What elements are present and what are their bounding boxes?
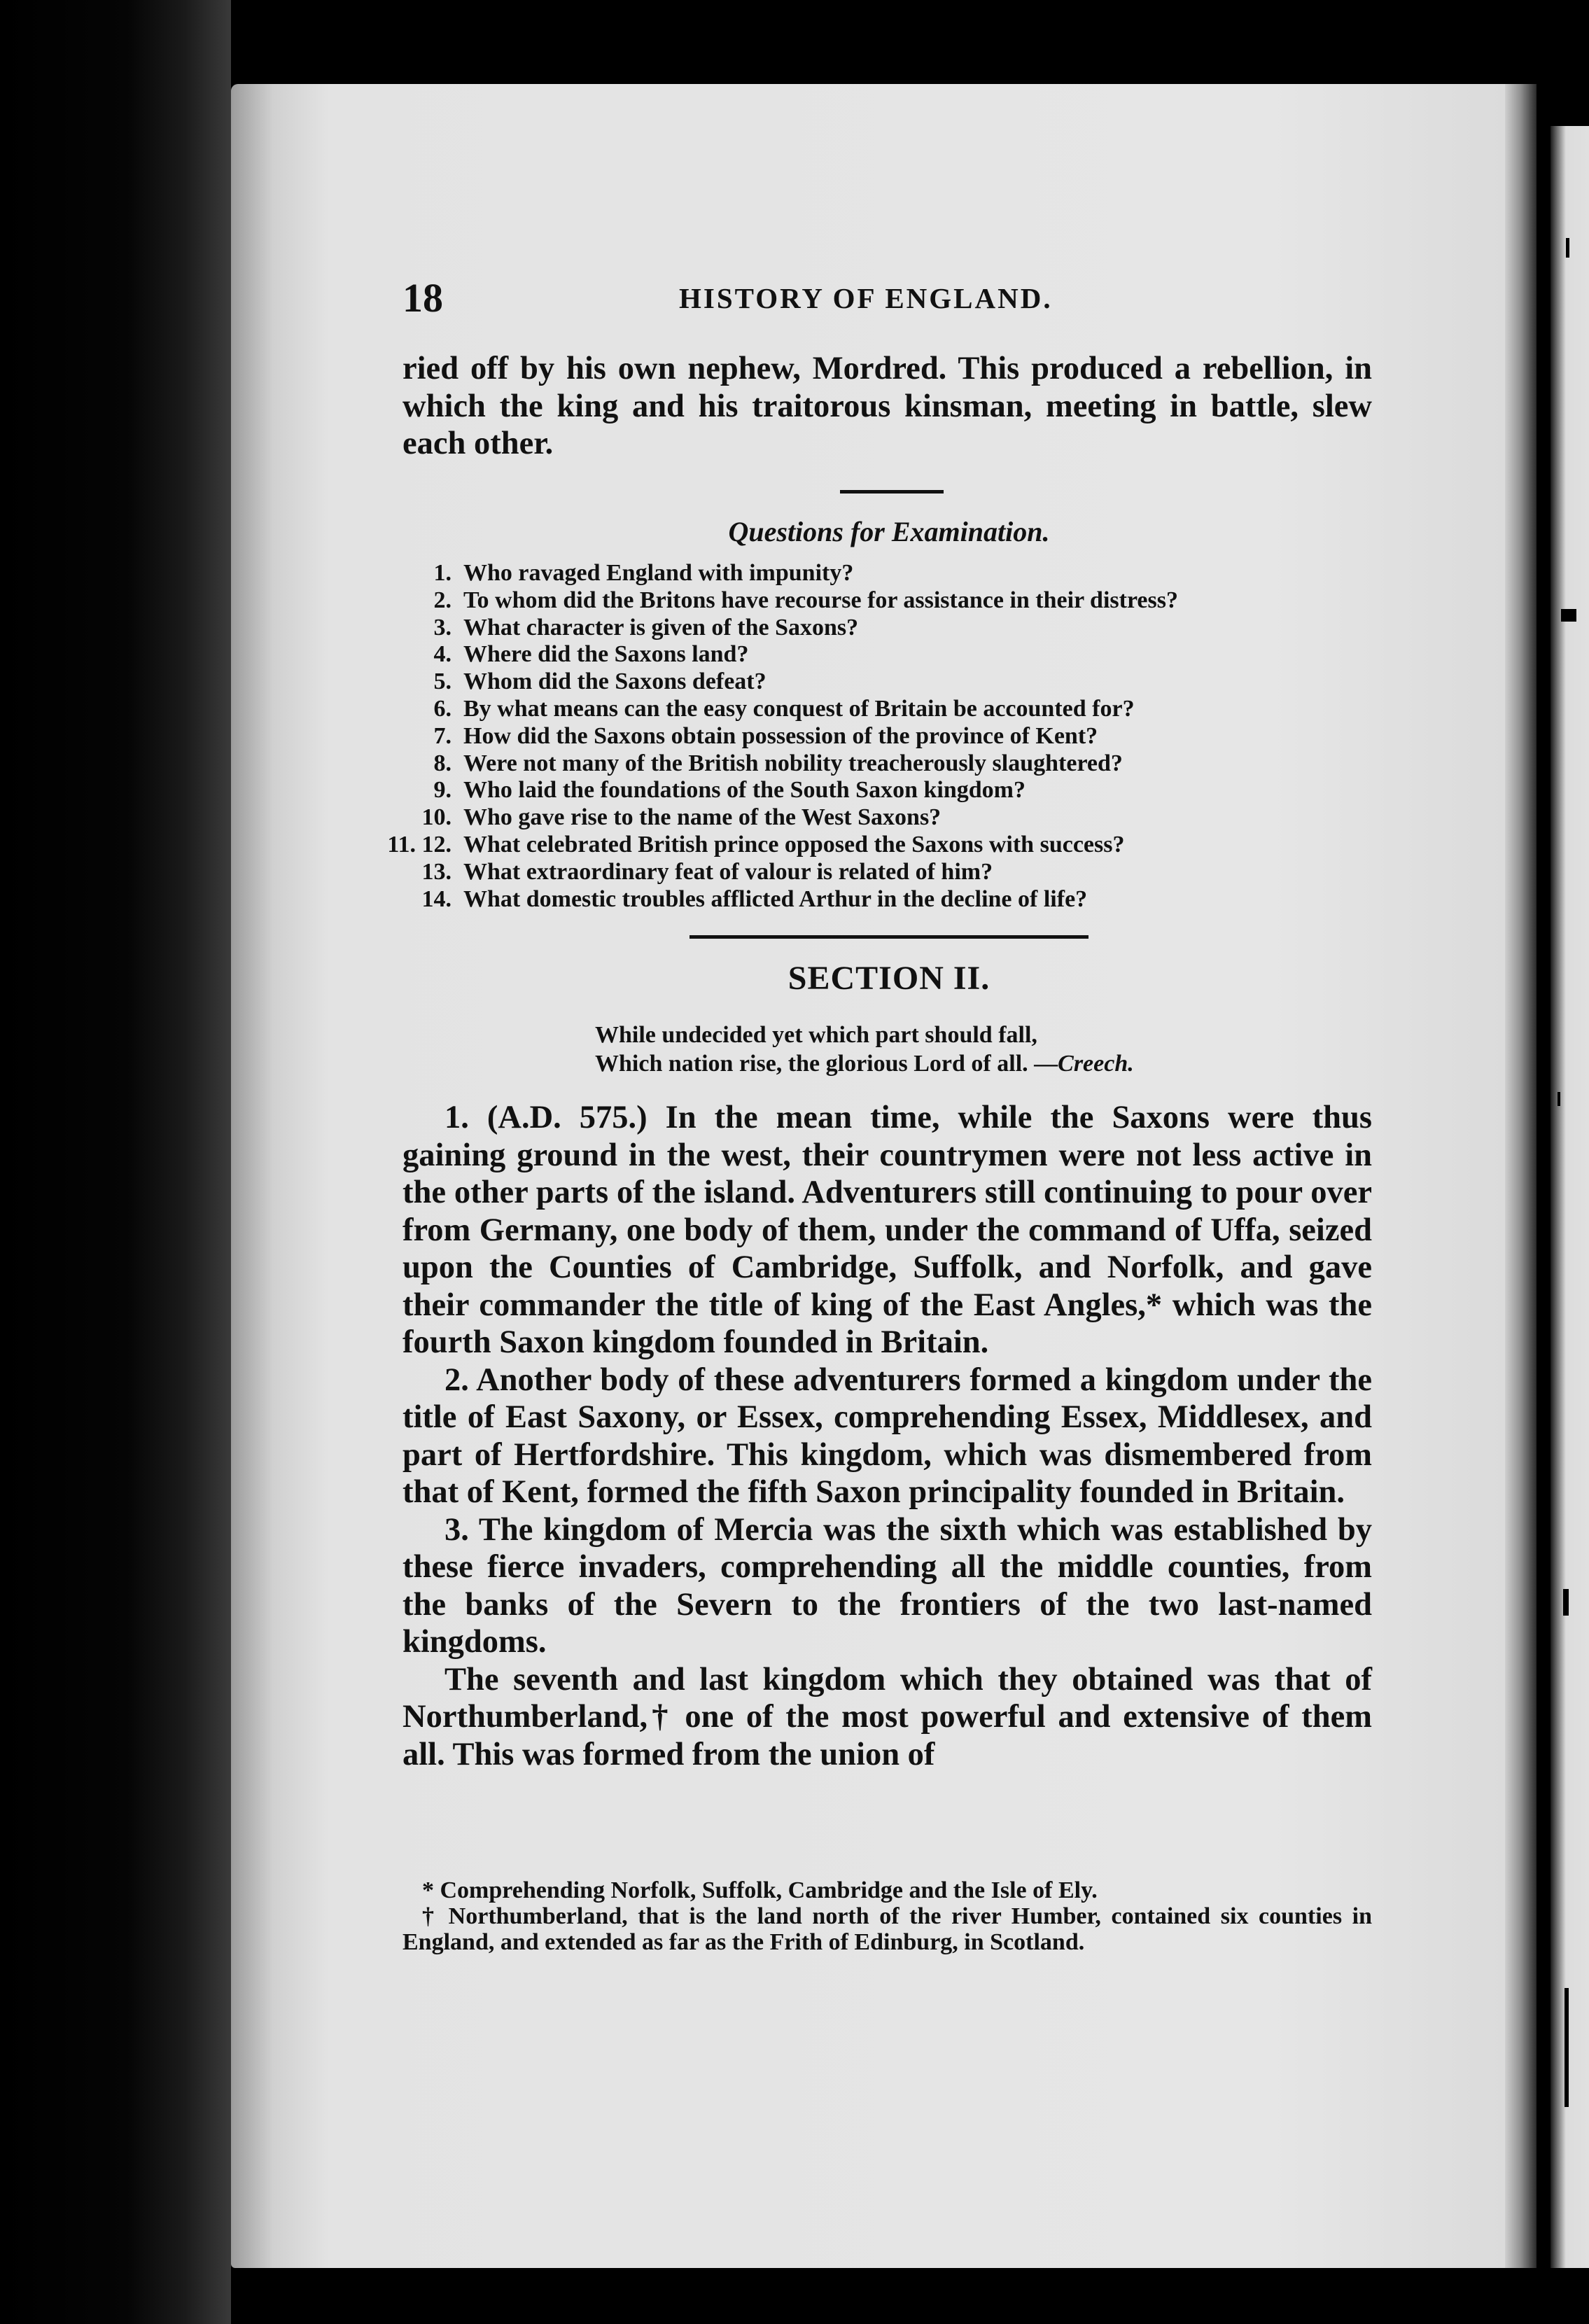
list-item: [399, 641, 1379, 668]
list-item: [399, 560, 1379, 587]
question-text: By what means can the easy conquest of Britain be accounted for?: [463, 695, 1135, 722]
question-number: 3.: [433, 614, 451, 640]
adjacent-page-edge: [1550, 126, 1589, 2268]
question-text: Whom did the Saxons defeat?: [463, 668, 766, 695]
paragraph: The seventh and last kingdom which they obtained was that of Northumberland,† one of the most powerful and extensive of them all. This was formed from the union of: [402, 1661, 1372, 1772]
paragraph: 2. Another body of these adventurers formed a kingdom under the title of East Saxony, or Essex, comprehending Essex, Middlesex, and part of Hertfordshire. This kingdom, which was dismembered from that of Kent, formed the fifth Saxon principality founded in Britain.: [402, 1362, 1372, 1510]
list-item: [399, 750, 1379, 778]
paragraph: ried off by his own nephew, Mordred. This produced a rebellion, in which the king and his traitorous kinsman, meeting in battle, slew each other.: [402, 351, 1372, 461]
question-text: Who ravaged England with impunity?: [463, 560, 854, 586]
page-edge-shadow: [1505, 84, 1536, 2268]
question-text: How did the Saxons obtain possession of the province of Kent?: [463, 722, 1098, 749]
page-header: [402, 274, 1376, 330]
paragraph: 3. The kingdom of Mercia was the sixth which was established by these fierce invaders, comprehending all the middle counties, from the banks of the Severn to the frontiers of the two last-named kingdoms.: [402, 1511, 1372, 1660]
list-item: [399, 615, 1379, 642]
question-number: 11. 12.: [387, 831, 451, 858]
question-number: 6.: [433, 695, 451, 722]
question-number: 9.: [433, 777, 451, 804]
footnote: * Comprehending Norfolk, Suffolk, Cambridge and the Isle of Ely.: [422, 1877, 1098, 1903]
list-item: [399, 587, 1379, 615]
question-text: Who gave rise to the name of the West Saxons?: [463, 804, 941, 831]
question-text: What character is given of the Saxons?: [463, 614, 859, 640]
epigraph: [595, 1021, 1372, 1078]
bleed-mark: [1563, 1589, 1569, 1616]
question-number: 1.: [433, 560, 451, 586]
epigraph-line: While undecided yet which part should fall,: [595, 1022, 1037, 1048]
list-item: [399, 668, 1379, 696]
bleed-mark: [1566, 238, 1569, 258]
list-item: [387, 831, 1379, 859]
question-number: 14.: [421, 886, 451, 912]
footnotes: [402, 1877, 1372, 1955]
epigraph-attribution: Creech.: [1058, 1051, 1134, 1077]
questions-heading: Questions for Examination.: [728, 516, 1050, 547]
questions-list: [387, 560, 1379, 913]
epigraph-line-text: Which nation rise, the glorious Lord of all. —: [595, 1051, 1058, 1077]
question-text: What extraordinary feat of valour is related of him?: [463, 858, 993, 885]
paragraph: 1. (A.D. 575.) In the mean time, while the Saxons were thus gaining ground in the west, their countrymen were not less active in the other parts of the island. Adventurers still continuing to pour over from Germany, one body of them, under the command of Uffa, seized upon the Counties of Cambridge, Suffolk, and Norfolk, and gave their commander the title of king of the East Angles,* which was the fourth Saxon kingdom founded in Britain.: [402, 1100, 1372, 1360]
question-text: What domestic troubles afflicted Arthur in the decline of life?: [463, 886, 1088, 912]
section-body: [402, 1099, 1372, 1773]
question-number: 4.: [433, 641, 451, 668]
question-number: 2.: [433, 587, 451, 613]
question-number: 5.: [433, 668, 451, 695]
list-item: [399, 777, 1379, 804]
question-number: 13.: [421, 858, 451, 885]
section-title: SECTION II.: [788, 960, 990, 997]
section-rule: [690, 935, 1088, 939]
list-item: [399, 886, 1379, 913]
divider-rule: [840, 490, 944, 493]
bleed-mark: [1558, 1092, 1560, 1106]
question-number: 8.: [433, 750, 451, 776]
list-item: [399, 859, 1379, 886]
question-text: To whom did the Britons have recourse for assistance in their distress?: [463, 587, 1178, 613]
page-number: 18: [402, 275, 443, 321]
running-head: HISTORY OF ENGLAND.: [679, 282, 1053, 314]
question-number: 7.: [433, 722, 451, 749]
question-number: 10.: [421, 804, 451, 831]
bleed-mark: [1561, 609, 1576, 622]
opening-paragraph: [402, 350, 1372, 463]
bleed-mark: [1564, 1988, 1569, 2107]
question-text: Were not many of the British nobility treacherously slaughtered?: [463, 750, 1123, 776]
question-text: What celebrated British prince opposed the Saxons with success?: [463, 831, 1125, 858]
epigraph-line: [595, 1049, 1372, 1078]
list-item: [399, 723, 1379, 750]
scan-dark-margin: [0, 0, 231, 2324]
list-item: [399, 804, 1379, 832]
list-item: [399, 696, 1379, 723]
footnote: † Northumberland, that is the land north of the river Humber, contained six counties in England, and extended as far as the Frith of Edinburg, in Scotland.: [402, 1903, 1372, 1955]
question-text: Where did the Saxons land?: [463, 641, 749, 668]
question-text: Who laid the foundations of the South Saxon kingdom?: [463, 777, 1026, 804]
